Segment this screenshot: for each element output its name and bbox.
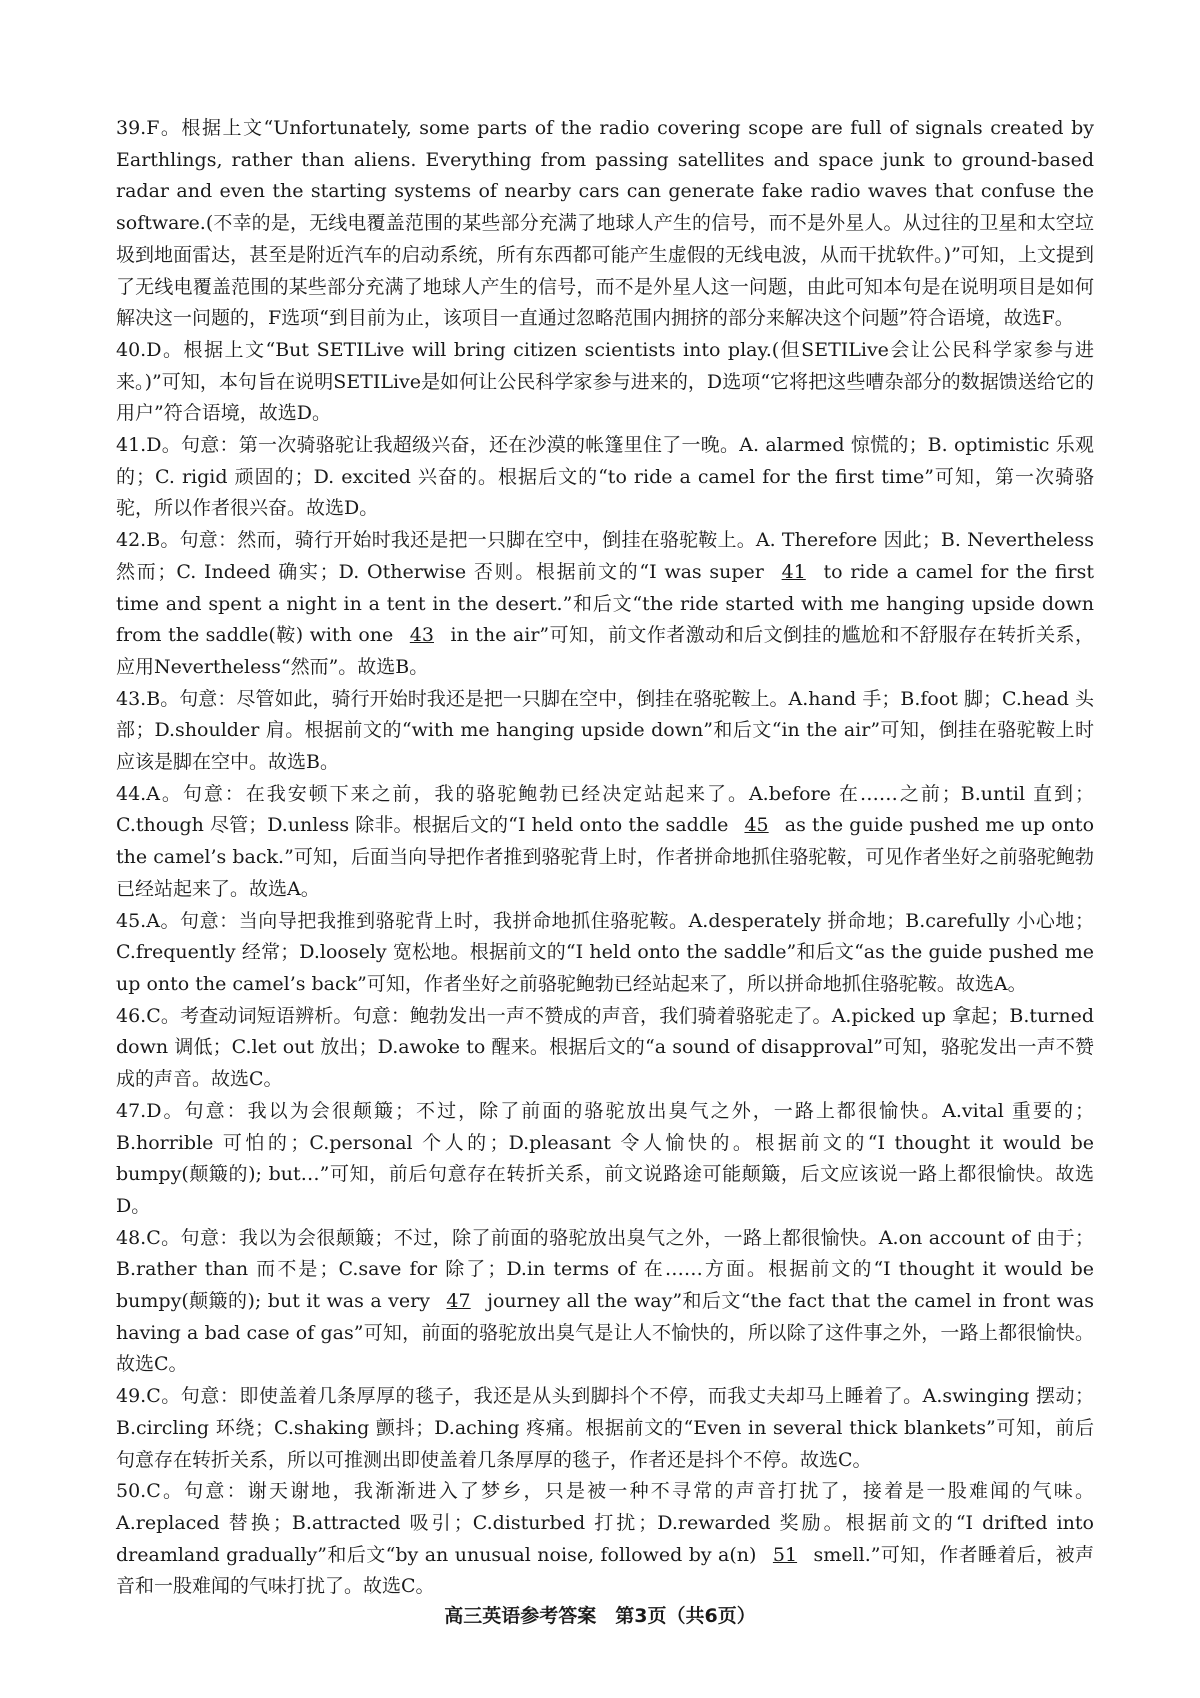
page-footer: 高三英语参考答案 第3页（共6页） xyxy=(444,1605,756,1627)
answer-text: smell.”可知，作者睡着后，被声音和一股难闻的气味打扰了。故选C。 xyxy=(116,1543,1094,1598)
answer-text: journey all the way”和后文“the fact that the camel in front was having a bad case of gas”可知，前面的骆驼放出臭气是让人不愉快的，所以除了这件事之外，一路上都很愉快。故选C。 xyxy=(116,1290,1094,1376)
answer-text: 50.C。句意：谢天谢地，我渐渐进入了梦乡，只是被一种不寻常的声音打扰了，接着是一股难闻的气味。A.replaced 替换；B.attracted 吸引；C.disturbed 打扰；D.rewarded 奖励。根据前文的“I drifted into dreamland gradually”和后文“by an unusual noise, followed by a(n) xyxy=(116,1480,1094,1566)
answer-text: 48.C。句意：我以为会很颠簸；不过，除了前面的骆驼放出臭气之外，一路上都很愉快。A.on account of 由于；B.rather than 而不是；C.save for 除了；D.in terms of 在……方面。根据前文的“I thought it would be bumpy(颠簸的); but it was a very xyxy=(116,1226,1094,1313)
answer-41: 41.D。句意：第一次骑骆驼让我超级兴奋，还在沙漠的帐篷里住了一晚。A. alarmed 惊慌的；B. optimistic 乐观的；C. rigid 顽固的；D. excited 兴奋的。根据后文的“to ride a camel for the first time”可知，第一次骑骆驼，所以作者很兴奋。故选D。 xyxy=(116,434,1094,520)
answer-text: 44.A。句意：在我安顿下来之前，我的骆驼鲍勃已经决定站起来了。A.before 在……之前；B.until 直到；C.though 尽管；D.unless 除非。根据后文的“I held onto the saddle xyxy=(116,782,1094,837)
answer-40: 40.D。根据上文“But SETILive will bring citizen scientists into play.(但SETILive会让公民科学家参与进来。)”可知，本句旨在说明SETILive是如何让公民科学家参与进来的，D选项“它将把这些嘈杂部分的数据馈送给它的用户”符合语境，故选D。 xyxy=(116,338,1094,425)
answer-42 xyxy=(116,525,1094,684)
answer-46: 46.C。考查动词短语辨析。句意：鲍勃发出一声不赞成的声音，我们骑着骆驼走了。A.picked up 拿起；B.turned down 调低；C.let out 放出；D.awoke to 醒来。根据后文的“a sound of disapproval”可知，骆驼发出一声不赞成的声音。故选C。 xyxy=(116,1004,1094,1091)
answer-text: 42.B。句意：然而，骑行开始时我还是把一只脚在空中，倒挂在骆驼鞍上。A. Therefore 因此；B. Nevertheless 然而；C. Indeed 确实；D. Otherwise 否则。根据前文的“I was super xyxy=(116,529,1094,583)
answer-47: 47.D。句意：我以为会很颠簸；不过，除了前面的骆驼放出臭气之外，一路上都很愉快。A.vital 重要的；B.horrible 可怕的；C.personal 个人的；D.pleasant 令人愉快的。根据前文的“I thought it would be bumpy(颠簸的); but…”可知，前后句意存在转折关系，前文说路途可能颠簸，后文应该说一路上都很愉快。故选D。 xyxy=(116,1099,1094,1217)
answer-text: to ride a camel for the first time and spent a night in a tent in the desert.”和后文“the ride started with me hanging upside down from the saddle(鞍) with one xyxy=(116,560,1094,647)
answer-43: 43.B。句意：尽管如此，骑行开始时我还是把一只脚在空中，倒挂在骆驼鞍上。A.hand 手；B.foot 脚；C.head 头部；D.shoulder 肩。根据前文的“with me hanging upside down”和后文“in the air”可知，倒挂在骆驼鞍上时应该是脚在空中。故选B。 xyxy=(116,687,1094,774)
blank-number: 43 xyxy=(409,624,434,647)
answer-50 xyxy=(116,1476,1094,1603)
answer-content xyxy=(116,113,1094,1603)
answer-48 xyxy=(116,1223,1094,1382)
answer-44 xyxy=(116,779,1094,906)
answer-49: 49.C。句意：即使盖着几条厚厚的毯子，我还是从头到脚抖个不停，而我丈夫却马上睡着了。A.swinging 摆动；B.circling 环绕；C.shaking 颤抖；D.aching 疼痛。根据前文的“Even in several thick blankets”可知，前后句意存在转折关系，所以可推测出即使盖着几条厚厚的毯子，作者还是抖个不停。故选C。 xyxy=(116,1385,1094,1471)
blank-number: 47 xyxy=(446,1290,471,1313)
answer-text: as the guide pushed me up onto the camel’s back.”可知，后面当向导把作者推到骆驼背上时，作者拼命地抓住骆驼鞍，可见作者坐好之前骆驼鲍勃已经站起来了。故选A。 xyxy=(116,814,1095,900)
answer-39: 39.F。根据上文“Unfortunately, some parts of the radio covering scope are full of signals created by Earthlings, rather than aliens. Everything from passing satellites and space junk to ground-based radar and even the starting systems of nearby cars can generate fake radio waves that confuse the software.(不幸的是，无线电覆盖范围的某些部分充满了地球人产生的信号，而不是外星人。从过往的卫星和太空垃圾到地面雷达，甚至是附近汽车的启动系统，所有东西都可能产生虚假的无线电波，从而干扰软件。)”可知，上文提到了无线电覆盖范围的某些部分充满了地球人产生的信号，而不是外星人这一问题，由此可知本句是在说明项目是如何解决这一问题的，F选项“到目前为止，该项目一直通过忽略范围内拥挤的部分来解决这个问题”符合语境，故选F。 xyxy=(116,117,1094,330)
blank-number: 41 xyxy=(781,560,806,583)
answer-45: 45.A。句意：当向导把我推到骆驼背上时，我拼命地抓住骆驼鞍。A.desperately 拼命地；B.carefully 小心地；C.frequently 经常；D.loosely 宽松地。根据前文的“I held onto the saddle”和后文“as the guide pushed me up onto the camel’s back”可知，作者坐好之前骆驼鲍勃已经站起来了，所以拼命地抓住骆驼鞍。故选A。 xyxy=(116,909,1094,995)
blank-number: 51 xyxy=(772,1543,798,1566)
blank-number: 45 xyxy=(744,814,769,837)
answer-text: in the air”可知，前文作者激动和后文倒挂的尴尬和不舒服存在转折关系，应用Nevertheless“然而”。故选B。 xyxy=(116,624,1094,678)
